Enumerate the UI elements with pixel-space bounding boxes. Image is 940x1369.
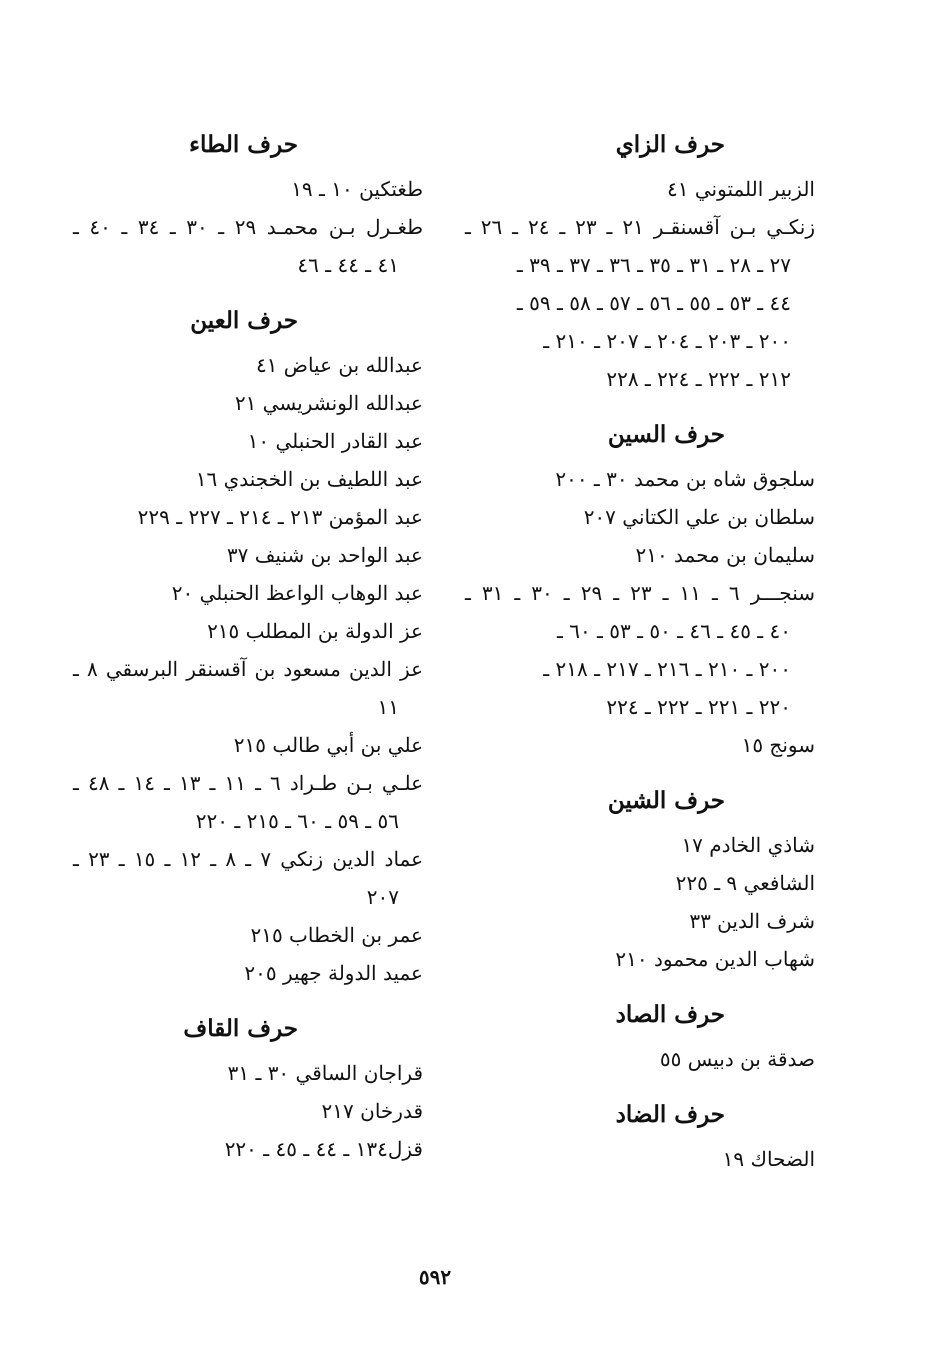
index-entry (465, 826, 815, 864)
index-section (465, 1098, 815, 1178)
index-entry (465, 574, 815, 726)
index-entry (73, 422, 423, 460)
section-heading: حرف العين (190, 307, 298, 334)
entry-text: عمر بن الخطاب ٢١٥ (250, 923, 423, 947)
index-entry (73, 726, 423, 764)
section-heading: حرف السين (607, 421, 725, 448)
entry-text: قراجان الساقي ٣٠ ـ ٣١ (227, 1061, 423, 1085)
entry-text: عبد القادر الحنبلي ١٠ (247, 429, 423, 453)
entry-text: طغـرل بـن محمـد ٢٩ ـ ٣٠ ـ ٣٤ ـ ٤٠ ـ (73, 215, 424, 239)
index-entry (465, 1140, 815, 1178)
index-entry (73, 384, 423, 422)
index-entry (73, 170, 423, 208)
entry-continuation: ٢١٢ ـ ٢٢٢ ـ ٢٢٤ ـ ٢٢٨ (606, 367, 791, 391)
left-column (73, 128, 423, 1168)
entry-list (465, 460, 815, 764)
entry-text: شرف الدين ٣٣ (689, 909, 815, 933)
entry-text: طغتكين ١٠ ـ ١٩ (291, 177, 423, 201)
entry-list (73, 1054, 423, 1168)
index-entry (73, 498, 423, 536)
index-section (73, 128, 423, 284)
entry-continuation: ٢٧ ـ ٢٨ ـ ٣١ ـ ٣٥ ـ ٣٦ ـ ٣٧ ـ ٣٩ ـ (516, 253, 791, 277)
entry-text: سلطان بن علي الكتاني ٢٠٧ (583, 505, 815, 529)
entry-continuation: ٢٠٧ (366, 885, 399, 909)
index-entry (465, 208, 815, 398)
entry-text: قدرخان ٢١٧ (321, 1099, 423, 1123)
entry-text: عبد المؤمن ٢١٣ ـ ٢١٤ ـ ٢٢٧ ـ ٢٢٩ (137, 505, 423, 529)
entry-text: عبد الوهاب الواعظ الحنبلي ٢٠ (171, 581, 423, 605)
index-entry (73, 1054, 423, 1092)
entry-text: زنكـي بـن آقسنقـر ٢١ ـ ٢٣ ـ ٢٤ ـ ٢٦ ـ (465, 215, 816, 239)
index-entry (465, 864, 815, 902)
entry-continuation: ٥٦ ـ ٥٩ ـ ٦٠ ـ ٢١٥ ـ ٢٢٠ (195, 809, 399, 833)
section-heading: حرف الشين (607, 787, 725, 814)
entry-text: عميد الدولة جهير ٢٠٥ (244, 961, 423, 985)
index-entry (73, 1130, 423, 1168)
index-entry (73, 536, 423, 574)
index-entry (73, 916, 423, 954)
index-section (465, 998, 815, 1078)
entry-text: عز الدولة بن المطلب ٢١٥ (207, 619, 423, 643)
entry-text: عز الدين مسعود بن آقسنقر البرسقي ٨ ـ (73, 657, 423, 681)
entry-continuation: ٢٠٠ ـ ٢٠٣ ـ ٢٠٤ ـ ٢٠٧ ـ ٢١٠ ـ (543, 329, 791, 353)
entry-text: سنجـــر ٦ ـ ١١ ـ ٢٣ ـ ٢٩ ـ ٣٠ ـ ٣١ ـ (465, 581, 816, 605)
section-heading: حرف الضاد (615, 1101, 725, 1128)
entry-text: عبد الواحد بن شنيف ٣٧ (226, 543, 423, 567)
index-section (73, 1012, 423, 1168)
index-section (465, 784, 815, 978)
entry-text: شهاب الدين محمود ٢١٠ (615, 947, 815, 971)
entry-text: عبدالله بن عياض ٤١ (255, 353, 423, 377)
index-entry (73, 460, 423, 498)
entry-text: علـي بـن طـراد ٦ ـ ١١ ـ ١٣ ـ ١٤ ـ ٤٨ ـ (73, 771, 424, 795)
entry-text: سليمان بن محمد ٢١٠ (635, 543, 815, 567)
entry-list (465, 170, 815, 398)
index-entry (73, 574, 423, 612)
right-column (465, 128, 815, 1178)
entry-text: شاذي الخادم ١٧ (681, 833, 815, 857)
index-entry (73, 840, 423, 916)
index-entry (465, 1040, 815, 1078)
index-entry (465, 940, 815, 978)
entry-text: قزل١٣٤ ـ ٤٤ ـ ٤٥ ـ ٢٢٠ (224, 1137, 423, 1161)
entry-text: سلجوق شاه بن محمد ٣٠ ـ ٢٠٠ (555, 467, 815, 491)
entry-list (465, 1140, 815, 1178)
entry-continuation: ١١ (377, 695, 399, 719)
index-entry (73, 1092, 423, 1130)
entry-list (465, 1040, 815, 1078)
entry-text: الضحاك ١٩ (722, 1147, 815, 1171)
index-entry (465, 498, 815, 536)
entry-text: عبد اللطيف بن الخجندي ١٦ (195, 467, 423, 491)
index-section (465, 418, 815, 764)
entry-list (465, 826, 815, 978)
entry-text: الزبير اللمتوني ٤١ (667, 177, 815, 201)
entry-continuation: ٤١ ـ ٤٤ ـ ٤٦ (297, 253, 399, 277)
index-entry (465, 902, 815, 940)
entry-text: سونج ١٥ (741, 733, 815, 757)
entry-continuation: ٤٠ ـ ٤٥ ـ ٤٦ ـ ٥٠ ـ ٥٣ ـ ٦٠ ـ (556, 619, 791, 643)
entry-text: عماد الدين زنكي ٧ ـ ٨ ـ ١٢ ـ ١٥ ـ ٢٣ ـ (73, 847, 424, 871)
index-entry (465, 726, 815, 764)
entry-text: صدقة بن دبيس ٥٥ (659, 1047, 815, 1071)
page-number: ٥٩٢ (418, 1265, 452, 1289)
index-entry (73, 208, 423, 284)
index-entry (73, 650, 423, 726)
section-heading: حرف الزاي (615, 131, 725, 158)
index-entry (73, 764, 423, 840)
index-entry (465, 460, 815, 498)
section-heading: حرف القاف (183, 1015, 298, 1042)
entry-continuation: ٤٤ ـ ٥٣ ـ ٥٥ ـ ٥٦ ـ ٥٧ ـ ٥٨ ـ ٥٩ ـ (516, 291, 791, 315)
entry-continuation: ٢٠٠ ـ ٢١٠ ـ ٢١٦ ـ ٢١٧ ـ ٢١٨ ـ (543, 657, 791, 681)
entry-text: علي بن أبي طالب ٢١٥ (233, 733, 423, 757)
index-entry (465, 536, 815, 574)
entry-list (73, 170, 423, 284)
index-entry (73, 612, 423, 650)
entry-list (73, 346, 423, 992)
entry-continuation: ٢٢٠ ـ ٢٢١ ـ ٢٢٢ ـ ٢٢٤ (606, 695, 791, 719)
section-heading: حرف الطاء (189, 131, 298, 158)
entry-text: عبدالله الونشريسي ٢١ (234, 391, 423, 415)
index-section (73, 304, 423, 992)
entry-text: الشافعي ٩ ـ ٢٢٥ (675, 871, 815, 895)
index-entry (73, 346, 423, 384)
index-entry (73, 954, 423, 992)
index-section (465, 128, 815, 398)
section-heading: حرف الصاد (615, 1001, 725, 1028)
index-entry (465, 170, 815, 208)
